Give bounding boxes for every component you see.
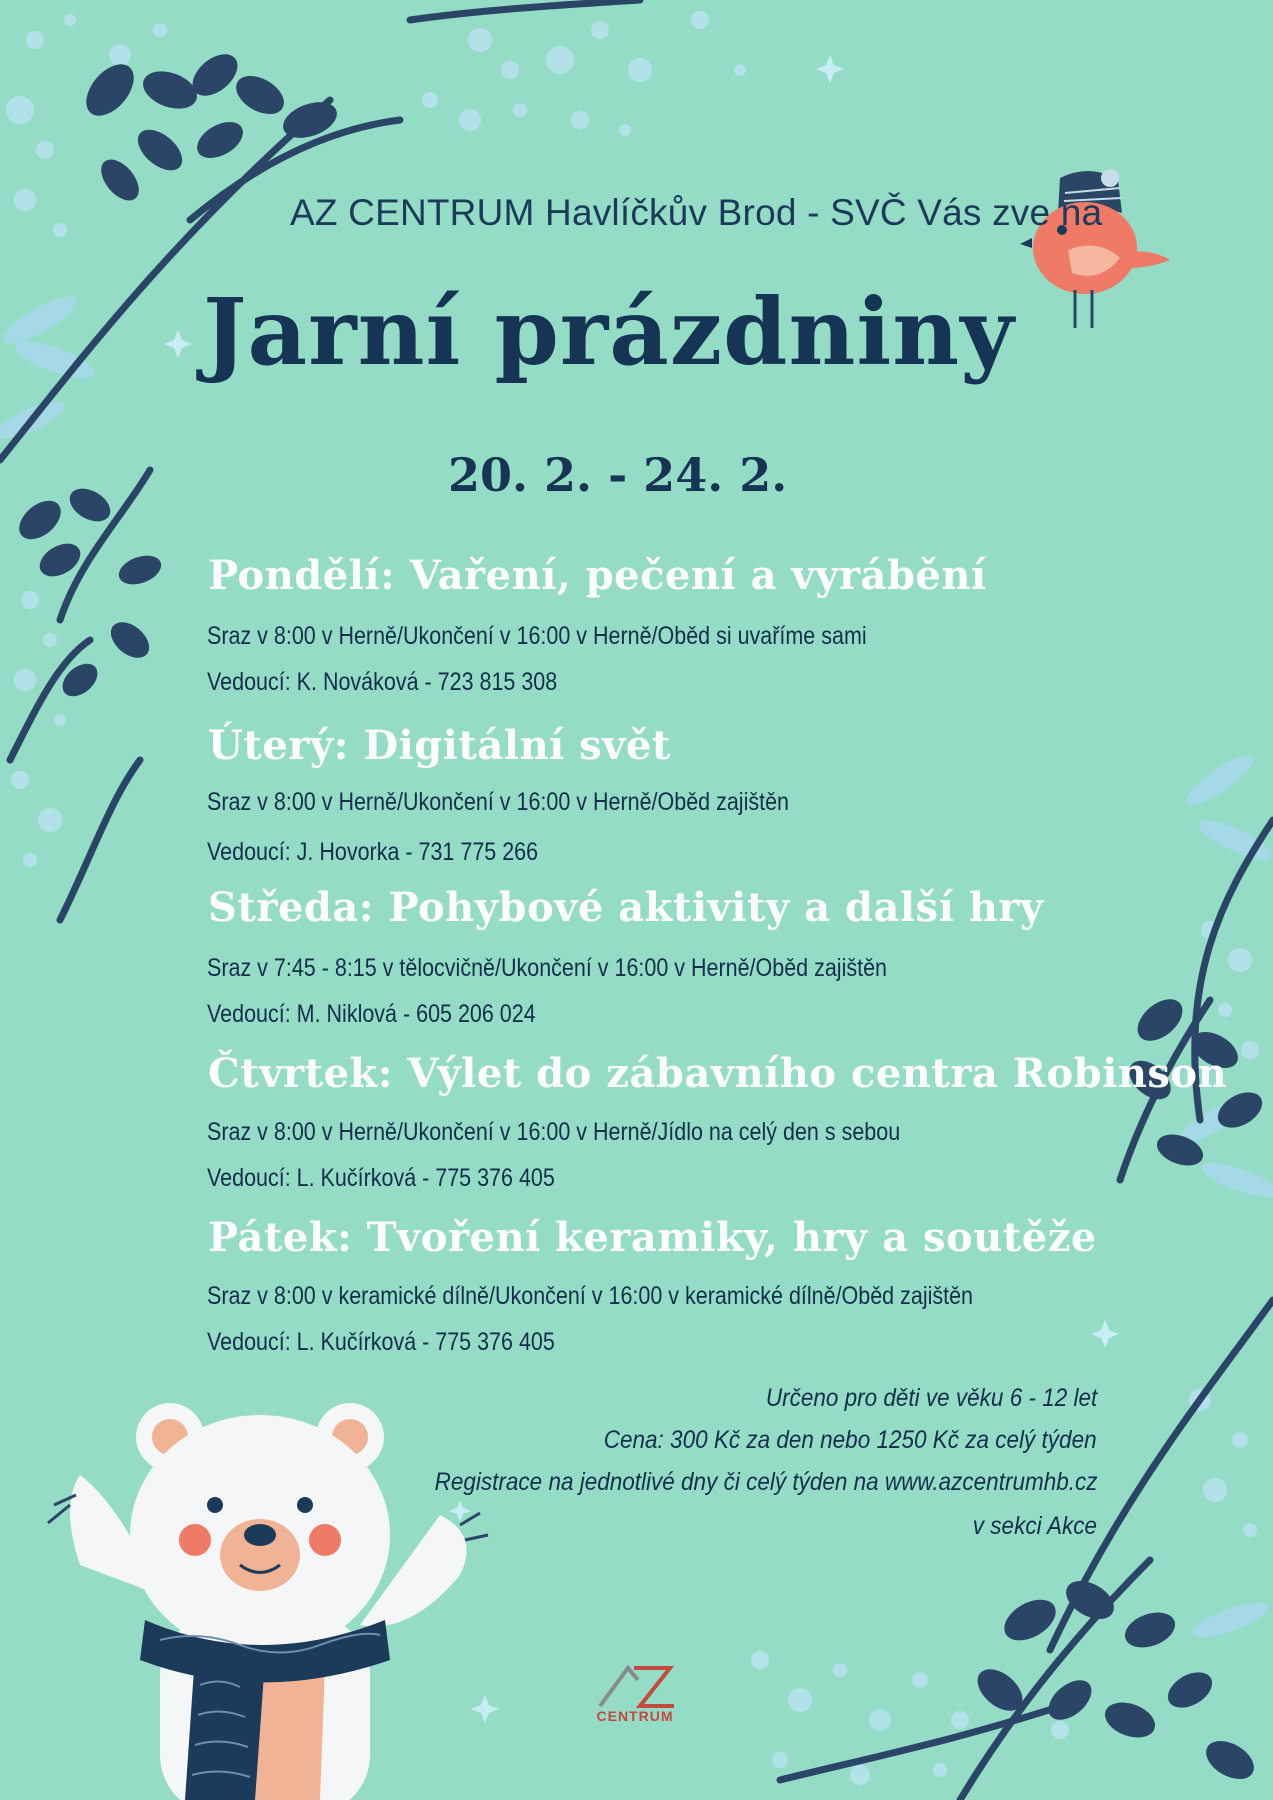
day-heading-monday: Pondělí: Vaření, pečení a vyrábění [208,552,987,599]
day-leader-monday: Vedoucí: K. Nováková - 723 815 308 [207,668,558,696]
az-centrum-logo [590,1660,680,1730]
day-info-wednesday: Sraz v 7:45 - 8:15 v tělocvičně/Ukončení v 16:00 v Herně/Oběd zajištěn [207,954,888,982]
day-leader-thursday: Vedoucí: L. Kučírková - 775 376 405 [207,1164,555,1192]
footer-age: Určeno pro děti ve věku 6 - 12 let [765,1384,1097,1412]
day-info-friday: Sraz v 8:00 v keramické dílně/Ukončení v 16:00 v keramické dílně/Oběd zajištěn [207,1282,974,1310]
intro-text: AZ CENTRUM Havlíčkův Brod - SVČ Vás zve na [290,192,1103,233]
logo-mark [590,1660,680,1710]
day-heading-thursday: Čtvrtek: Výlet do zábavního centra Robinson [208,1050,1228,1097]
footer-price: Cena: 300 Kč za den nebo 1250 Kč za celý týden [604,1426,1097,1454]
day-heading-tuesday: Úterý: Digitální svět [208,722,671,769]
day-leader-friday: Vedoucí: L. Kučírková - 775 376 405 [207,1328,555,1356]
event-dates: 20. 2. - 24. 2. [448,448,788,502]
day-leader-tuesday: Vedoucí: J. Hovorka - 731 775 266 [207,838,539,866]
page-title: Jarní prázdniny [203,278,1015,386]
day-heading-wednesday: Středa: Pohybové aktivity a další hry [208,884,1044,931]
logo-text: CENTRUM [596,1708,674,1724]
day-leader-wednesday: Vedoucí: M. Niklová - 605 206 024 [207,1000,536,1028]
footer-section: v sekci Akce [972,1512,1097,1540]
day-info-tuesday: Sraz v 8:00 v Herně/Ukončení v 16:00 v Herně/Oběd zajištěn [207,788,790,816]
day-info-thursday: Sraz v 8:00 v Herně/Ukončení v 16:00 v Herně/Jídlo na celý den s sebou [207,1118,901,1146]
day-heading-friday: Pátek: Tvoření keramiky, hry a soutěže [208,1214,1097,1261]
polar-bear-illustration [40,1395,490,1800]
day-info-monday: Sraz v 8:00 v Herně/Ukončení v 16:00 v Herně/Oběd si uvaříme sami [207,622,867,650]
footer-registration: Registrace na jednotlivé dny či celý týden na www.azcentrumhb.cz [434,1468,1097,1496]
